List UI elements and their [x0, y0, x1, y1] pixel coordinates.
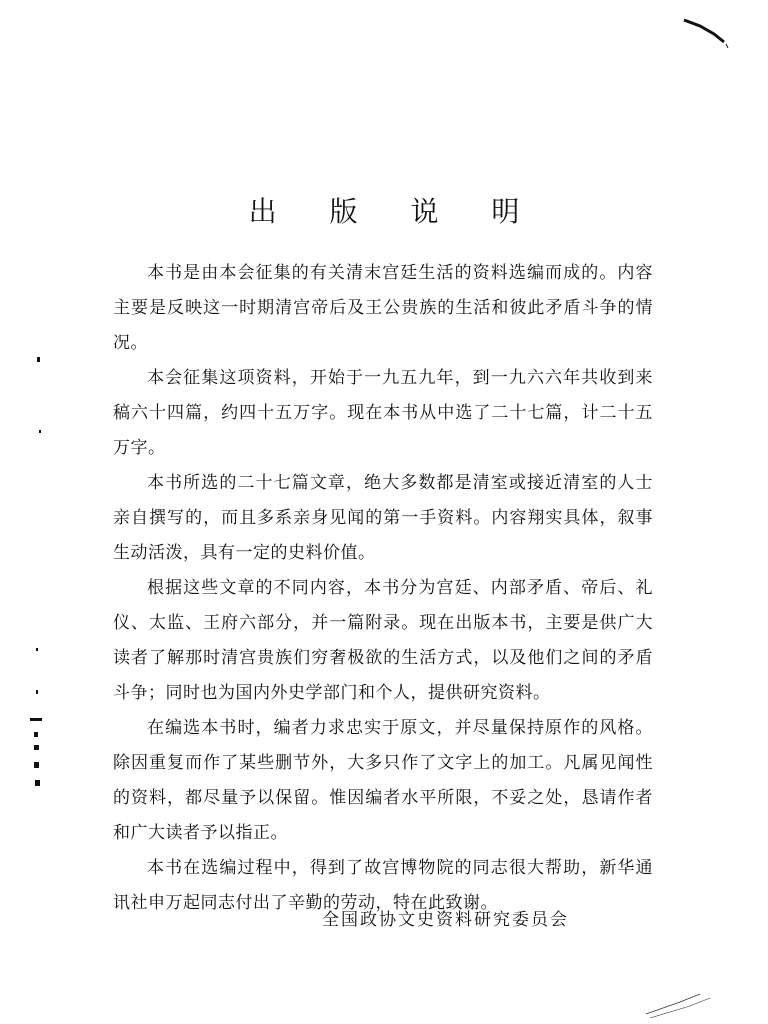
- bottom-right-scan-mark: [640, 980, 720, 1020]
- left-margin-dot: [34, 745, 39, 750]
- page-title: 出 版 说 明: [248, 195, 542, 228]
- paragraph: 本书在选编过程中，得到了故宫博物院的同志很大帮助，新华通讯社申万起同志付出了辛勤的劳动，特在此致谢。: [113, 858, 653, 913]
- paragraph: 根据这些文章的不同内容，本书分为宫廷、内部矛盾、帝后、礼仪、太监、王府六部分，并一篇附录。现在出版本书，主要是供广大读者了解那时清宫贵族们穷奢极欲的生活方式，以及他们之间的矛盾斗争；同时也为国内外史学部门和个人，提供研究资料。: [113, 578, 653, 703]
- paragraph: 本书所选的二十七篇文章，绝大多数都是清室或接近清室的人士亲自撰写的，而且多系亲身见闻的第一手资料。内容翔实具体，叙事生动活泼，具有一定的史料价值。: [113, 473, 653, 563]
- left-margin-mark: [30, 718, 42, 721]
- left-margin-dot: [35, 780, 40, 786]
- paragraph: 本书是由本会征集的有关清末宫廷生活的资料选编而成的。内容主要是反映这一时期清宫帝后及王公贵族的生活和彼此矛盾斗争的情况。: [113, 263, 653, 353]
- left-margin-dot: [37, 357, 40, 362]
- paragraph: 在编选本书时，编者力求忠实于原文，并尽量保持原作的风格。除因重复而作了某些删节外，大多只作了文字上的加工。凡属见闻性的资料，都尽量予以保留。惟因编者水平所限，不妥之处，恳请作者和广大读者予以指正。: [113, 718, 653, 843]
- left-margin-dot: [34, 762, 39, 768]
- paragraph: 本会征集这项资料，开始于一九五九年，到一九六六年共收到来稿六十四篇，约四十五万字。现在本书从中选了二十七篇，计二十五万字。: [113, 368, 653, 458]
- left-margin-dot: [34, 732, 38, 737]
- left-margin-dot: [39, 430, 41, 433]
- left-margin-dot: [36, 648, 38, 651]
- body-text: [113, 256, 653, 921]
- left-margin-dot: [36, 690, 38, 694]
- corner-scan-mark: [680, 14, 740, 54]
- signature: 全国政协文史资料研究委员会: [322, 910, 569, 930]
